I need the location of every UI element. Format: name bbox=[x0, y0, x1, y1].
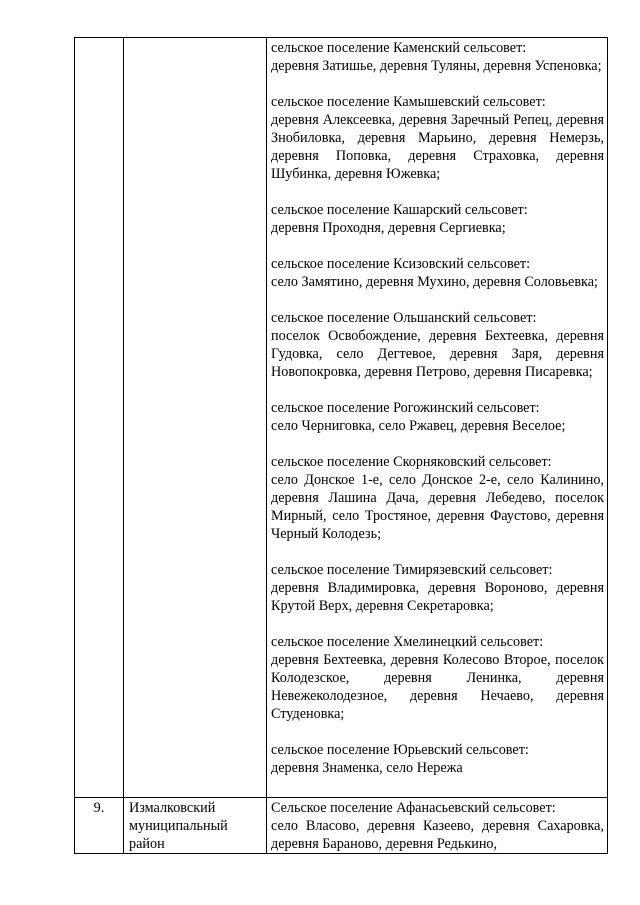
settlement-list: село Донское 1-е, село Донское 2-е, село Калинино, деревня Лашина Дача, деревня Лебедево, поселок Мирный, село Тростяное, деревня Фаустово, деревня Черный Колодезь; bbox=[271, 472, 604, 542]
settlement-list: деревня Бехтеевка, деревня Колесово Второе, поселок Колодезское, деревня Ленинка, деревня Невежеколодезное, деревня Нечаево, деревня Студеновка; bbox=[271, 652, 604, 722]
district-name-line: муниципальный bbox=[129, 818, 228, 834]
settlement-list: деревня Владимировка, деревня Вороново, деревня Крутой Верх, деревня Секретаровка; bbox=[271, 580, 604, 614]
settlement-list: село Замятино, деревня Мухино, деревня Соловьевка; bbox=[271, 274, 598, 290]
settlements-cell bbox=[267, 798, 608, 854]
district-cell bbox=[124, 798, 267, 854]
row-number: 9. bbox=[75, 798, 124, 854]
settlement-name: сельское поселение Хмелинецкий сельсовет: bbox=[271, 634, 544, 650]
settlement-block bbox=[271, 561, 604, 615]
settlement-name: сельское поселение Ольшанский сельсовет: bbox=[271, 310, 537, 326]
settlement-list: село Власово, деревня Казеево, деревня Сахаровка, деревня Бараново, деревня Редькино, bbox=[271, 818, 604, 852]
settlement-block bbox=[271, 255, 604, 291]
settlement-list: село Черниговка, село Ржавец, деревня Веселое; bbox=[271, 418, 566, 434]
settlement-block bbox=[271, 93, 604, 183]
settlement-block bbox=[271, 309, 604, 381]
settlement-block bbox=[271, 201, 604, 237]
settlement-list: деревня Проходня, деревня Сергиевка; bbox=[271, 220, 506, 236]
settlement-list: деревня Знаменка, село Нережа bbox=[271, 760, 463, 776]
district-cell bbox=[124, 38, 267, 798]
settlement-list: деревня Затишье, деревня Туляны, деревня Успеновка; bbox=[271, 58, 602, 74]
settlement-block bbox=[271, 399, 604, 435]
settlement-name: сельское поселение Скорняковский сельсовет: bbox=[271, 454, 552, 470]
settlement-block bbox=[271, 39, 604, 75]
settlement-name: сельское поселение Камышевский сельсовет: bbox=[271, 94, 546, 110]
row-number bbox=[75, 38, 124, 798]
table-row bbox=[75, 798, 608, 854]
settlement-block bbox=[271, 799, 604, 853]
settlement-name: сельское поселение Тимирязевский сельсовет: bbox=[271, 562, 553, 578]
settlement-block bbox=[271, 633, 604, 723]
district-name-line: район bbox=[129, 836, 165, 852]
settlement-block bbox=[271, 453, 604, 543]
settlement-name: сельское поселение Рогожинский сельсовет: bbox=[271, 400, 540, 416]
settlements-table bbox=[74, 37, 608, 854]
table-row bbox=[75, 38, 608, 798]
settlement-list: поселок Освобождение, деревня Бехтеевка, деревня Гудовка, село Дегтевое, деревня Заря, деревня Новопокровка, деревня Петрово, деревня Писаревка; bbox=[271, 328, 604, 380]
settlement-name: сельское поселение Кашарский сельсовет: bbox=[271, 202, 528, 218]
settlement-name: сельское поселение Юрьевский сельсовет: bbox=[271, 742, 529, 758]
district-name-line: Измалковский bbox=[129, 800, 216, 816]
settlements-cell bbox=[267, 38, 608, 798]
settlement-name: Сельское поселение Афанасьевский сельсовет: bbox=[271, 800, 556, 816]
settlement-block bbox=[271, 741, 604, 777]
settlement-name: сельское поселение Каменский сельсовет: bbox=[271, 40, 527, 56]
settlement-list: деревня Алексеевка, деревня Заречный Репец, деревня Знобиловка, деревня Марьино, деревня Немерзь, деревня Поповка, деревня Страховка, деревня Шубинка, деревня Южевка; bbox=[271, 112, 604, 182]
settlement-name: сельское поселение Ксизовский сельсовет: bbox=[271, 256, 531, 272]
